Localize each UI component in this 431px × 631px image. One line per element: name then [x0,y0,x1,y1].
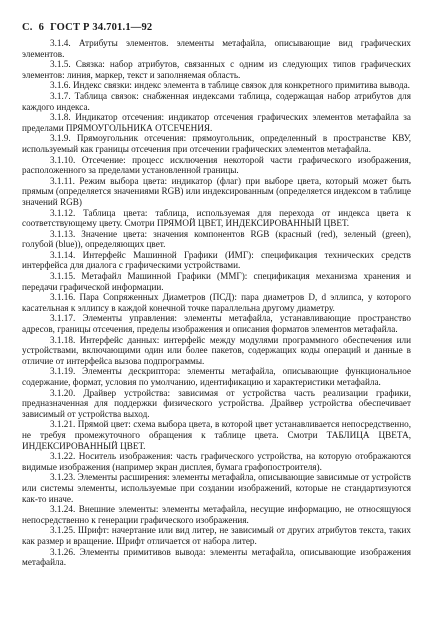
paragraph-3-1-14: 3.1.14. Интерфейс Машинной Графики (ИМГ): спецификация технических средств интерфейса для диалога с графическими устройствами. [22,249,411,271]
paragraph-3-1-8: 3.1.8. Индикатор отсечения: индикатор отсечения графических элементов метафайла за пределами ПРЯМОУГОЛЬНИКА ОТСЕЧЕНИЯ. [22,112,411,133]
document-body [22,38,411,568]
paragraph-3-1-26: 3.1.26. Элементы примитивов вывода: элементы метафайла, описывающие изображения метафайла. [22,546,411,568]
paragraph-3-1-20: 3.1.20. Драйвер устройства: зависимая от устройства часть реализации графики, предназначенная для поддержки физического устройства. Драйвер устройства обеспечивает зависимый от устройства выход. [22,387,411,419]
page-number: 6 [38,22,45,33]
paragraph-3-1-4: 3.1.4. Атрибуты элементов. элементы метафайла, описывающие вид графических элементов. [22,38,411,59]
page-header [22,22,411,33]
paragraph-3-1-7: 3.1.7. Таблица связок: снабженная индексами таблица, содержащая набор атрибутов для каждого индекса. [22,90,411,112]
paragraph-3-1-18: 3.1.18. Интерфейс данных: интерфейс между модулями программного обеспечения или устройствами, включающими один или более пакетов, содержащих коды операций и данные в отличие от интерфейса вызова подпрограммы. [22,334,411,366]
paragraph-3-1-24: 3.1.24. Внешние элементы: элементы метафайла, несущие информацию, не относящуюся непосредственно к генерации графического изображения. [22,504,411,525]
paragraph-3-1-9: 3.1.9. Прямоугольник отсечения: прямоугольник, определенный в пространстве КВУ, используемый как границы отсечения при отсечении графических элементов метафайла. [22,133,411,154]
paragraph-3-1-11: 3.1.11. Режим выбора цвета: индикатор (флаг) при выборе цвета, который может быть прямым (определяется значениями RGB) или индексированным (определяется индексом в таблице значений RGB) [22,175,411,207]
paragraph-3-1-10: 3.1.10. Отсечение: процесс исключения некоторой части графического изображения, расположенного за пределами установленной границы. [22,154,411,176]
paragraph-3-1-23: 3.1.23. Элементы расширения: элементы метафайла, описывающие зависимые от устройств или системы элементы, используемые при создании изображений, которые не стандартизуются как-то иначе. [22,472,411,504]
paragraph-3-1-19: 3.1.19. Элементы дескриптора: элементы метафайла, описывающие функциональное содержание, формат, условия по умолчанию, идентификацию и характеристики метафайла. [22,366,411,387]
page-label: С. [22,22,33,33]
paragraph-3-1-21: 3.1.21. Прямой цвет: схема выбора цвета, в которой цвет устанавливается непосредственно, не требуя промежуточного обращения к таблице цвета. Смотри ТАБЛИЦА ЦВЕТА, ИНДЕКСИРОВАННЫЙ ЦВЕТ. [22,419,411,451]
paragraph-3-1-12: 3.1.12. Таблица цвета: таблица, используемая для перехода от индекса цвета к соответствующему цвету. Смотри ПРЯМОЙ ЦВЕТ, ИНДЕКСИРОВАННЫЙ ЦВЕТ. [22,207,411,229]
paragraph-3-1-25: 3.1.25. Шрифт: начертание или вид литер, не зависимый от других атрибутов текста, таких как размер и вращение. Шрифт отличается от набора литер. [22,525,411,546]
paragraph-3-1-5: 3.1.5. Связка: набор атрибутов, связанных с одним из следующих типов графических элементов: линия, маркер, текст и заполняемая область. [22,59,411,80]
standard-code: ГОСТ Р 34.701.1—92 [50,22,153,33]
paragraph-3-1-13: 3.1.13. Значение цвета: значения компонентов RGB (красный (red), зеленый (green), голубой (blue)), определяющих цвет. [22,228,411,250]
paragraph-3-1-16: 3.1.16. Пара Сопряженных Диаметров (ПСД): пара диаметров D, d эллипса, у которого касательная к эллипсу в каждой конечной точке параллельна другому диаметру. [22,292,411,313]
paragraph-3-1-22: 3.1.22. Носитель изображения: часть графического устройства, на которую отображаются видимые изображения (например экран дисплея, бумага графопостроителя). [22,451,411,472]
paragraph-3-1-15: 3.1.15. Метафайл Машинной Графики (ММГ): спецификация механизма хранения и передачи графической информации. [22,271,411,292]
paragraph-3-1-17: 3.1.17. Элементы управления: элементы метафайла, устанавливающие пространство адресов, границы отсечения, пределы изображения и описания форматов элементов метафайла. [22,313,411,335]
paragraph-3-1-6: 3.1.6. Индекс связки: индекс элемента в таблице связок для конкретного примитива вывода. [50,80,410,91]
